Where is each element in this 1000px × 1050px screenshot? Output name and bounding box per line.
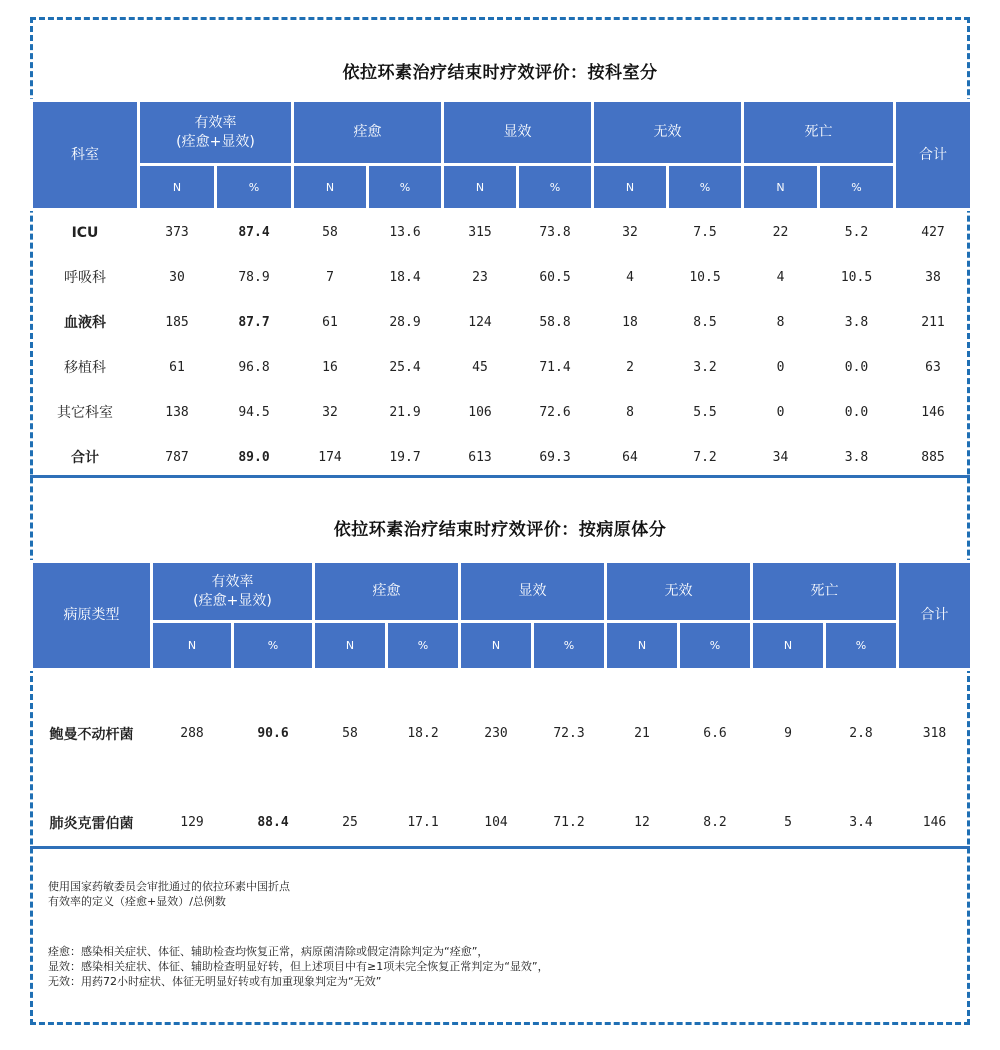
cell: 18.4 bbox=[389, 269, 421, 285]
cell: 373 bbox=[165, 225, 189, 241]
subheader-pct: % bbox=[518, 165, 593, 210]
row-label: 合计 bbox=[71, 450, 99, 466]
cell: 0 bbox=[776, 404, 785, 420]
table-row bbox=[32, 345, 972, 390]
cell-effective-pct: 90.6 bbox=[257, 726, 289, 742]
cell: 69.3 bbox=[539, 449, 571, 465]
cell-effective-pct: 89.0 bbox=[238, 449, 270, 465]
cell: 2.8 bbox=[849, 726, 873, 742]
effective-rate-line2: (痊愈+显效) bbox=[176, 133, 255, 150]
subheader-n: N bbox=[460, 622, 533, 670]
cell: 8 bbox=[776, 314, 785, 330]
cell-effective-pct: 78.9 bbox=[238, 269, 270, 285]
cell-total: 318 bbox=[922, 726, 947, 742]
cell: 18.2 bbox=[407, 726, 439, 742]
note-line: 有效率的定义（痊愈+显效）/总例数 bbox=[48, 895, 226, 908]
row-label: 肺炎克雷伯菌 bbox=[49, 815, 134, 832]
subheader-pct: % bbox=[668, 165, 743, 210]
cell: 25 bbox=[342, 815, 358, 830]
cell: 174 bbox=[318, 449, 342, 465]
cell: 185 bbox=[165, 314, 189, 330]
note-line: 痊愈：感染相关症状、体征、辅助检查均恢复正常，病原菌清除或假定清除判定为“痊愈”， bbox=[48, 945, 489, 958]
cell: 45 bbox=[472, 359, 488, 375]
cell: 7.5 bbox=[693, 225, 717, 241]
subheader-pct: % bbox=[233, 622, 314, 670]
cell: 8 bbox=[626, 404, 634, 420]
cell: 315 bbox=[468, 225, 492, 241]
cell: 23 bbox=[472, 269, 488, 285]
subheader-pct: % bbox=[387, 622, 460, 670]
section-divider bbox=[30, 846, 970, 849]
row-label: 移植科 bbox=[64, 360, 106, 376]
cell: 21 bbox=[634, 726, 650, 742]
cell: 71.2 bbox=[553, 815, 585, 830]
cell: 18 bbox=[622, 314, 638, 330]
cell: 7.2 bbox=[693, 449, 717, 465]
cell: 60.5 bbox=[539, 269, 571, 285]
cell-effective-pct: 94.5 bbox=[238, 404, 270, 420]
cell: 17.1 bbox=[407, 815, 439, 830]
col-header-effective-rate bbox=[152, 562, 314, 622]
subheader-n: N bbox=[606, 622, 679, 670]
cell: 9 bbox=[784, 726, 792, 742]
subheader-n: N bbox=[139, 165, 216, 210]
cell-total: 146 bbox=[921, 404, 945, 420]
cell: 6.6 bbox=[703, 726, 727, 742]
subheader-n: N bbox=[293, 165, 368, 210]
cell: 230 bbox=[484, 726, 508, 742]
table-row-total bbox=[32, 435, 972, 480]
subheader-pct: % bbox=[819, 165, 895, 210]
subheader-n: N bbox=[593, 165, 668, 210]
cell: 21.9 bbox=[389, 404, 421, 420]
cell: 5.2 bbox=[844, 225, 869, 241]
col-header-cured: 痊愈 bbox=[293, 101, 443, 165]
cell: 13.6 bbox=[389, 225, 421, 241]
col-header-total: 合计 bbox=[895, 101, 972, 210]
cell: 32 bbox=[322, 404, 338, 420]
row-label: 呼吸科 bbox=[64, 270, 106, 286]
col-header-marked-effect: 显效 bbox=[460, 562, 606, 622]
cell: 8.5 bbox=[693, 314, 717, 330]
cell: 25.4 bbox=[389, 359, 421, 375]
subheader-pct: % bbox=[216, 165, 293, 210]
row-label: 其它科室 bbox=[57, 405, 113, 421]
subheader-n: N bbox=[152, 622, 233, 670]
col-header-marked-effect: 显效 bbox=[443, 101, 593, 165]
subheader-n: N bbox=[314, 622, 387, 670]
cell: 16 bbox=[322, 359, 338, 375]
cell-effective-pct: 87.4 bbox=[238, 225, 270, 241]
col-header-total: 合计 bbox=[898, 562, 972, 670]
row-label: 血液科 bbox=[64, 315, 106, 331]
cell: 10.5 bbox=[689, 269, 721, 285]
cell: 4 bbox=[626, 269, 634, 285]
cell: 288 bbox=[180, 726, 204, 742]
subheader-n: N bbox=[443, 165, 518, 210]
cell-total: 885 bbox=[921, 449, 945, 465]
cell: 106 bbox=[468, 404, 492, 420]
cell: 138 bbox=[165, 404, 189, 420]
cell: 71.4 bbox=[539, 359, 571, 375]
col-header-ineffective: 无效 bbox=[593, 101, 743, 165]
cell-effective-pct: 87.7 bbox=[238, 314, 270, 330]
note-line: 无效：用药72小时症状、体征无明显好转或有加重现象判定为“无效” bbox=[48, 975, 382, 988]
effective-rate-line2: (痊愈+显效) bbox=[193, 592, 272, 609]
row-label: 鲍曼不动杆菌 bbox=[49, 726, 134, 743]
cell: 3.4 bbox=[849, 815, 873, 830]
cell: 22 bbox=[772, 225, 789, 241]
cell: 3.2 bbox=[693, 359, 717, 375]
cell: 7 bbox=[326, 269, 334, 285]
cell: 0.0 bbox=[844, 404, 869, 420]
cell: 58 bbox=[322, 225, 338, 241]
cell: 0 bbox=[776, 359, 785, 375]
table1-title: 依拉环素治疗结束时疗效评价：按科室分 bbox=[342, 63, 658, 83]
cell: 3.8 bbox=[844, 314, 869, 330]
section-divider bbox=[30, 475, 970, 478]
col-header-cured: 痊愈 bbox=[314, 562, 460, 622]
cell: 8.2 bbox=[703, 815, 727, 830]
row-label: ICU bbox=[71, 224, 99, 241]
cell-effective-pct: 96.8 bbox=[238, 359, 270, 375]
table2-title: 依拉环素治疗结束时疗效评价：按病原体分 bbox=[333, 520, 667, 540]
col-header-department: 科室 bbox=[32, 101, 139, 210]
subheader-n: N bbox=[743, 165, 819, 210]
cell: 34 bbox=[772, 449, 789, 465]
table-row bbox=[32, 390, 972, 435]
cell-total: 211 bbox=[921, 314, 945, 330]
col-header-death: 死亡 bbox=[743, 101, 895, 165]
note-line: 使用国家药敏委员会审批通过的依拉环素中国折点 bbox=[48, 880, 290, 893]
effective-rate-line1: 有效率 bbox=[211, 573, 254, 590]
cell: 58.8 bbox=[539, 314, 571, 330]
cell-total: 63 bbox=[925, 359, 941, 375]
cell: 64 bbox=[622, 449, 638, 465]
cell: 0.0 bbox=[844, 359, 869, 375]
cell: 5 bbox=[784, 815, 792, 830]
table-row bbox=[32, 210, 972, 255]
cell-total: 146 bbox=[922, 815, 947, 830]
cell: 10.5 bbox=[840, 269, 873, 285]
cell: 19.7 bbox=[389, 449, 421, 465]
cell: 72.3 bbox=[553, 726, 585, 742]
cell: 28.9 bbox=[389, 314, 421, 330]
cell: 61 bbox=[322, 314, 338, 330]
cell: 613 bbox=[468, 449, 492, 465]
subheader-n: N bbox=[752, 622, 825, 670]
notes-definitions bbox=[48, 879, 290, 909]
col-header-ineffective: 无效 bbox=[606, 562, 752, 622]
col-header-death: 死亡 bbox=[752, 562, 898, 622]
table1-department bbox=[30, 99, 973, 480]
cell: 3.8 bbox=[844, 449, 869, 465]
cell-total: 38 bbox=[925, 269, 941, 285]
cell: 73.8 bbox=[539, 225, 571, 241]
table-row bbox=[32, 300, 972, 345]
cell-effective-pct: 88.4 bbox=[257, 815, 289, 830]
cell: 58 bbox=[342, 726, 358, 742]
cell: 61 bbox=[169, 359, 185, 375]
subheader-pct: % bbox=[368, 165, 443, 210]
table2-pathogen bbox=[30, 560, 973, 861]
cell: 5.5 bbox=[693, 404, 717, 420]
note-line: 显效：感染相关症状、体征、辅助检查明显好转，但上述项目中有≥1项未完全恢复正常判定为“显效”， bbox=[48, 960, 549, 973]
cell: 4 bbox=[776, 269, 785, 285]
table-row bbox=[32, 255, 972, 300]
cell: 32 bbox=[622, 225, 638, 241]
effective-rate-line1: 有效率 bbox=[194, 114, 237, 131]
cell: 72.6 bbox=[539, 404, 571, 420]
cell-total: 427 bbox=[921, 225, 945, 241]
subheader-pct: % bbox=[825, 622, 898, 670]
col-header-pathogen: 病原类型 bbox=[32, 562, 152, 670]
cell: 104 bbox=[484, 815, 508, 830]
notes-criteria bbox=[48, 944, 549, 989]
table-row bbox=[32, 670, 972, 775]
cell: 129 bbox=[180, 815, 204, 830]
subheader-pct: % bbox=[533, 622, 606, 670]
cell: 124 bbox=[468, 314, 492, 330]
col-header-effective-rate bbox=[139, 101, 293, 165]
cell: 787 bbox=[165, 449, 189, 465]
cell: 30 bbox=[169, 269, 185, 285]
cell: 12 bbox=[634, 815, 650, 830]
cell: 2 bbox=[626, 359, 634, 375]
subheader-pct: % bbox=[679, 622, 752, 670]
